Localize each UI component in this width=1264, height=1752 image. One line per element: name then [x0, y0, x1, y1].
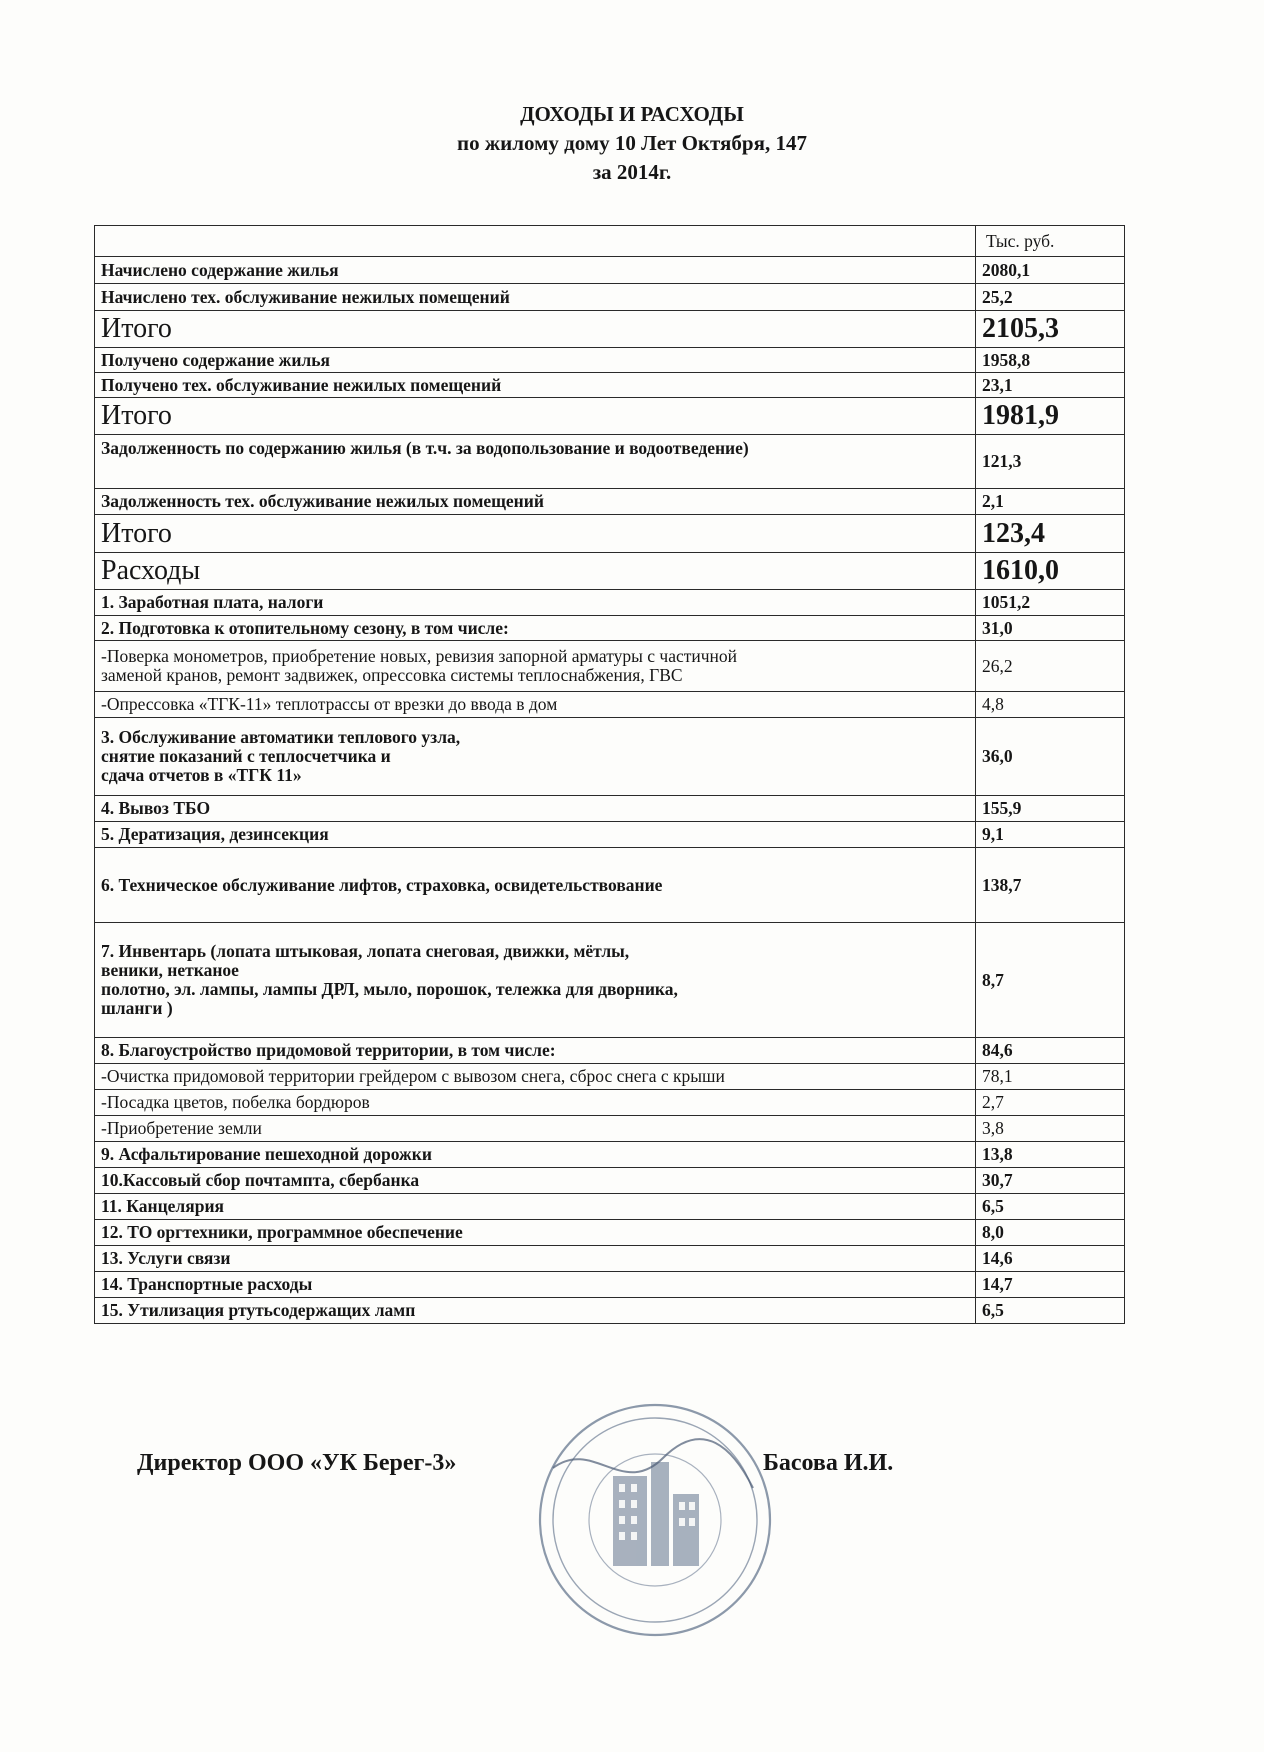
- total-value: 1981,9: [976, 398, 1125, 435]
- row-value: 1958,8: [976, 348, 1125, 373]
- row-label-line: 3. Обслуживание автоматики теплового узла,: [101, 727, 461, 747]
- row-value: 121,3: [976, 435, 1125, 489]
- row-label-line: полотно, эл. лампы, лампы ДРЛ, мыло, порошок, тележка для дворника,: [101, 979, 678, 999]
- row-value: 4,8: [976, 692, 1125, 718]
- table-row: [95, 1298, 1125, 1324]
- signature-block: [0, 1450, 1264, 1750]
- row-label: [95, 718, 976, 796]
- director-position: Директор ООО «УК Берег-3»: [137, 1450, 457, 1476]
- row-label-line: шланги ): [101, 998, 173, 1018]
- row-value: 1051,2: [976, 590, 1125, 616]
- row-value: 6,5: [976, 1194, 1125, 1220]
- row-value: 9,1: [976, 822, 1125, 848]
- row-value: 14,6: [976, 1246, 1125, 1272]
- row-value: 13,8: [976, 1142, 1125, 1168]
- row-label: Начислено содержание жилья: [95, 257, 976, 284]
- row-label: -Очистка придомовой территории грейдером с вывозом снега, сброс снега с крыши: [95, 1064, 976, 1090]
- row-value: 26,2: [976, 641, 1125, 692]
- table-row: [95, 1272, 1125, 1298]
- document-title: ДОХОДЫ И РАСХОДЫ: [520, 102, 744, 126]
- row-value: 36,0: [976, 718, 1125, 796]
- row-label: 8. Благоустройство придомовой территории, в том числе:: [95, 1038, 976, 1064]
- table-row: [95, 590, 1125, 616]
- table-header-row: [95, 226, 1125, 257]
- row-value: 2,1: [976, 489, 1125, 515]
- row-value: 155,9: [976, 796, 1125, 822]
- table-row: [95, 373, 1125, 398]
- table-row: [95, 435, 1125, 489]
- row-value: 84,6: [976, 1038, 1125, 1064]
- row-label-line: снятие показаний с теплосчетчика и: [101, 746, 391, 766]
- row-value: 138,7: [976, 848, 1125, 923]
- table-row: [95, 822, 1125, 848]
- total-row: [95, 515, 1125, 553]
- row-label: -Опрессовка «ТГК-11» теплотрассы от врезки до ввода в дом: [95, 692, 976, 718]
- document-header: [0, 100, 1264, 187]
- table-row: [95, 284, 1125, 311]
- row-label-line: заменой кранов, ремонт задвижек, опрессовка системы теплоснабжения, ГВС: [101, 665, 683, 685]
- table-row: [95, 1142, 1125, 1168]
- table-row: [95, 489, 1125, 515]
- row-label-line: -Поверка монометров, приобретение новых, ревизия запорной арматуры с частичной: [101, 646, 738, 666]
- table-row: [95, 1116, 1125, 1142]
- table-row: [95, 1064, 1125, 1090]
- row-label: -Приобретение земли: [95, 1116, 976, 1142]
- table-row: [95, 718, 1125, 796]
- row-label: 11. Канцелярия: [95, 1194, 976, 1220]
- row-value: 78,1: [976, 1064, 1125, 1090]
- table-row: [95, 692, 1125, 718]
- row-value: 23,1: [976, 373, 1125, 398]
- row-label: 14. Транспортные расходы: [95, 1272, 976, 1298]
- expenses-total-row: [95, 553, 1125, 590]
- row-value: 2,7: [976, 1090, 1125, 1116]
- row-value: 30,7: [976, 1168, 1125, 1194]
- row-label-line: веники, нетканое: [101, 960, 239, 980]
- row-value: 2080,1: [976, 257, 1125, 284]
- row-value: 6,5: [976, 1298, 1125, 1324]
- row-label: Получено тех. обслуживание нежилых помещений: [95, 373, 976, 398]
- expenses-label: Расходы: [95, 553, 976, 590]
- total-label: Итого: [95, 515, 976, 553]
- row-label: 13. Услуги связи: [95, 1246, 976, 1272]
- income-expense-table: [94, 225, 1125, 1324]
- row-label: 15. Утилизация ртутьсодержащих ламп: [95, 1298, 976, 1324]
- table-row: [95, 1038, 1125, 1064]
- table-row: [95, 257, 1125, 284]
- total-value: 2105,3: [976, 311, 1125, 348]
- row-label-line: сдача отчетов в «ТГК 11»: [101, 765, 302, 785]
- row-value: 3,8: [976, 1116, 1125, 1142]
- row-label: Задолженность по содержанию жилья (в т.ч. за водопользование и водоотведение): [95, 435, 976, 489]
- company-seal: [533, 1398, 777, 1642]
- table-row: [95, 1220, 1125, 1246]
- table-row: [95, 1168, 1125, 1194]
- unit-header-cell: Тыс. руб.: [976, 226, 1125, 257]
- table-row: [95, 616, 1125, 641]
- document-period: за 2014г.: [592, 160, 672, 184]
- table-row: [95, 796, 1125, 822]
- header-label-cell: [95, 226, 976, 257]
- row-value: 14,7: [976, 1272, 1125, 1298]
- total-label: Итого: [95, 311, 976, 348]
- row-value: 8,0: [976, 1220, 1125, 1246]
- row-label: 10.Кассовый сбор почтампта, сбербанка: [95, 1168, 976, 1194]
- table-row: [95, 923, 1125, 1038]
- table-row: [95, 641, 1125, 692]
- table-row: [95, 848, 1125, 923]
- row-label: -Посадка цветов, побелка бордюров: [95, 1090, 976, 1116]
- document-subtitle: по жилому дому 10 Лет Октября, 147: [457, 131, 807, 155]
- total-value: 123,4: [976, 515, 1125, 553]
- row-label: 12. ТО оргтехники, программное обеспечение: [95, 1220, 976, 1246]
- row-label: Начислено тех. обслуживание нежилых помещений: [95, 284, 976, 311]
- row-label: 2. Подготовка к отопительному сезону, в том числе:: [95, 616, 976, 641]
- row-label-line: 7. Инвентарь (лопата штыковая, лопата снеговая, движки, мётлы,: [101, 941, 630, 961]
- expenses-value: 1610,0: [976, 553, 1125, 590]
- row-label: 6. Техническое обслуживание лифтов, страховка, освидетельствование: [95, 848, 976, 923]
- total-label: Итого: [95, 398, 976, 435]
- table-row: [95, 1246, 1125, 1272]
- row-value: 25,2: [976, 284, 1125, 311]
- row-label: 4. Вывоз ТБО: [95, 796, 976, 822]
- table-row: [95, 1194, 1125, 1220]
- table-row: [95, 348, 1125, 373]
- row-label: Задолженность тех. обслуживание нежилых помещений: [95, 489, 976, 515]
- director-name: Басова И.И.: [763, 1450, 894, 1476]
- total-row: [95, 311, 1125, 348]
- row-label: 9. Асфальтирование пешеходной дорожки: [95, 1142, 976, 1168]
- row-value: 8,7: [976, 923, 1125, 1038]
- row-label: [95, 641, 976, 692]
- row-label: 1. Заработная плата, налоги: [95, 590, 976, 616]
- row-label: 5. Дератизация, дезинсекция: [95, 822, 976, 848]
- table-row: [95, 1090, 1125, 1116]
- row-value: 31,0: [976, 616, 1125, 641]
- row-label: Получено содержание жилья: [95, 348, 976, 373]
- total-row: [95, 398, 1125, 435]
- row-label: [95, 923, 976, 1038]
